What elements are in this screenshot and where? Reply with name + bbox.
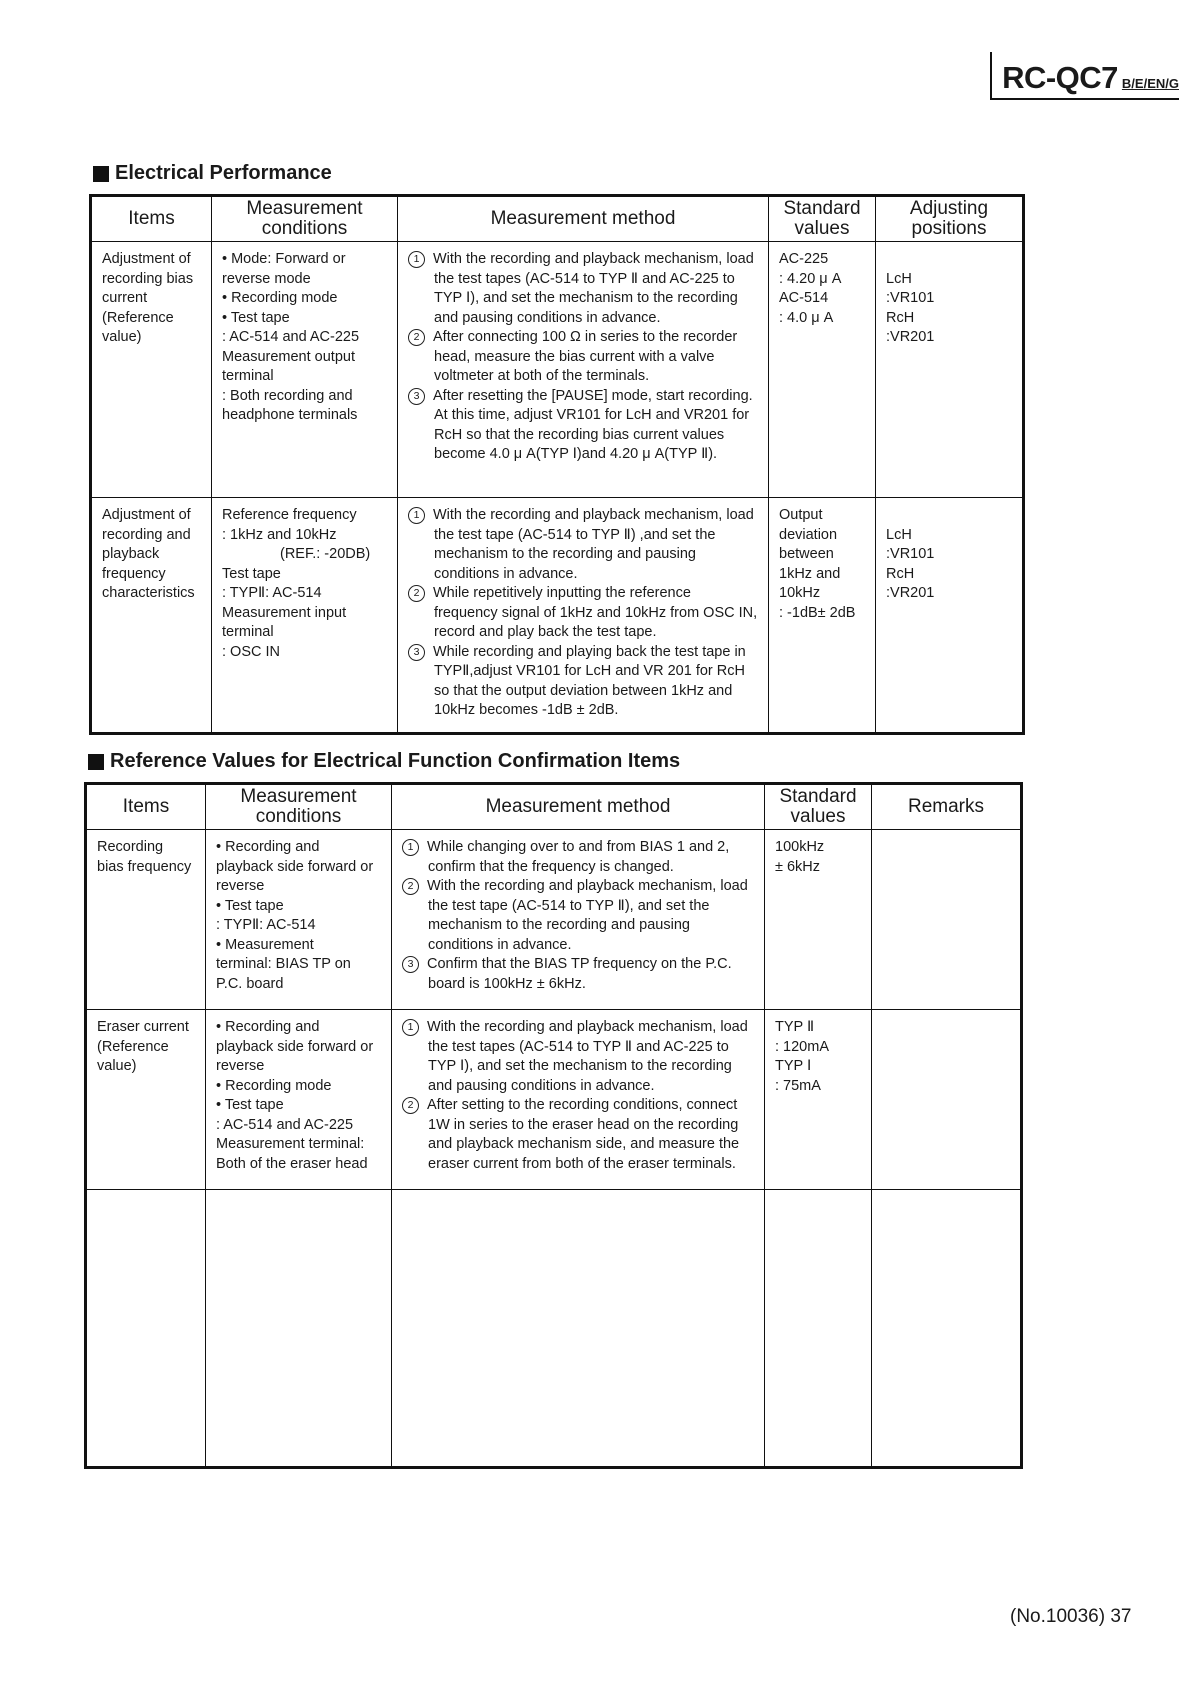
step-number-icon: 2	[402, 878, 419, 895]
step-number-icon: 1	[402, 1019, 419, 1036]
condition-line: reverse	[216, 1058, 265, 1074]
table-row	[91, 242, 1024, 498]
condition-line: terminal	[222, 624, 274, 640]
item-cell	[86, 1010, 206, 1190]
section-title-reference-values	[88, 750, 680, 773]
position-line: :VR201	[886, 329, 935, 345]
condition-line: playback side forward or	[216, 858, 374, 875]
step-text: While repetitively inputting the reference frequency signal of 1kHz and 10kHz from OSC IN, record and play back the test tape.	[433, 585, 758, 640]
step-text: With the recording and playback mechanism, load the test tapes (AC-514 to TYP Ⅱ and AC-225 to TYP Ⅰ), and set the mechanism to the recording and pausing conditions in advance.	[427, 1019, 748, 1094]
condition-line: • Recording and	[216, 1019, 320, 1035]
step-text: With the recording and playback mechanism, load the test tape (AC-514 to TYP Ⅱ), and set the mechanism to the recording and pausing conditions in advance.	[427, 878, 748, 953]
conditions-cell	[206, 1190, 392, 1468]
item-line: recording bias	[102, 270, 194, 287]
reference-values-table	[84, 782, 1023, 1469]
condition-line: P.C. board	[216, 975, 284, 992]
item-cell	[86, 830, 206, 1010]
method-step	[402, 1096, 754, 1174]
step-text: While changing over to and from BIAS 1 and 2, confirm that the frequency is changed.	[427, 839, 730, 875]
step-number-icon: 1	[408, 507, 425, 524]
standard-values-cell	[765, 830, 872, 1010]
table-row	[86, 1010, 1022, 1190]
condition-line: • Test tape	[222, 309, 290, 326]
page-footer: (No.10036) 37	[1010, 1606, 1132, 1627]
header-items: Items	[91, 196, 212, 242]
step-number-icon: 2	[402, 1097, 419, 1114]
step-number-icon: 1	[402, 839, 419, 856]
condition-line: Measurement terminal:	[216, 1136, 365, 1152]
header-adjusting-positions: Adjusting positions	[876, 196, 1024, 242]
step-number-icon: 3	[408, 388, 425, 405]
electrical-performance-table	[89, 194, 1025, 735]
method-step	[408, 643, 758, 721]
step-number-icon: 1	[408, 251, 425, 268]
standard-value-line: between	[779, 546, 834, 562]
header-items: Items	[86, 784, 206, 830]
method-cell	[392, 1010, 765, 1190]
condition-line: : AC-514 and AC-225	[222, 329, 360, 345]
method-step	[408, 250, 758, 328]
header-standard-values: Standard values	[765, 784, 872, 830]
step-text: After resetting the [PAUSE] mode, start recording. At this time, adjust VR101 for LcH and VR201 for RcH so that the recording bias current values become 4.0 μ A(TYP Ⅰ)and 4.20 μ A(TYP Ⅱ).	[433, 387, 753, 462]
section-title-text: Reference Values for Electrical Function Confirmation Items	[110, 750, 681, 772]
header-measurement-conditions: Measurement conditions	[206, 784, 392, 830]
model-header	[990, 52, 1179, 100]
method-step	[408, 328, 758, 387]
condition-line: : Both recording and	[222, 387, 353, 404]
position-line: RcH	[886, 309, 915, 326]
position-line: :VR101	[886, 290, 935, 306]
method-step	[408, 387, 758, 465]
standard-value-line: deviation	[779, 526, 838, 543]
step-text: After connecting 100 Ω in series to the recorder head, measure the bias current with a valve voltmeter at both of the terminals.	[433, 329, 738, 384]
header-measurement-method: Measurement method	[392, 784, 765, 830]
condition-line: : TYPⅡ: AC-514	[222, 585, 322, 601]
condition-line: • Measurement	[216, 936, 314, 953]
item-line: bias frequency	[97, 858, 192, 875]
item-line: value)	[97, 1058, 137, 1074]
step-text: Confirm that the BIAS TP frequency on the P.C. board is 100kHz ± 6kHz.	[427, 956, 732, 992]
conditions-cell	[212, 498, 398, 734]
standard-values-cell	[765, 1010, 872, 1190]
standard-value-line: TYP Ⅱ	[775, 1019, 815, 1035]
item-line: characteristics	[102, 585, 195, 601]
square-bullet-icon	[93, 166, 109, 182]
item-line: Recording	[97, 839, 164, 855]
method-cell	[398, 242, 769, 498]
standard-values-cell	[769, 242, 876, 498]
method-cell	[392, 830, 765, 1010]
condition-line: • Test tape	[216, 1097, 284, 1113]
condition-line: terminal	[222, 368, 274, 384]
standard-value-line: Output	[779, 507, 823, 523]
position-line: :VR201	[886, 585, 935, 601]
position-line: RcH	[886, 565, 915, 582]
condition-line: • Recording mode	[216, 1077, 332, 1094]
position-line	[886, 250, 1014, 270]
standard-value-line: AC-514	[779, 290, 829, 306]
item-cell	[86, 1190, 206, 1468]
step-text: With the recording and playback mechanism, load the test tapes (AC-514 to TYP Ⅱ and AC-225 to TYP Ⅰ), and set the mechanism to the recording and pausing conditions in advance.	[433, 251, 754, 326]
method-cell	[392, 1190, 765, 1468]
position-line: LcH	[886, 270, 912, 287]
standard-value-line: AC-225	[779, 251, 829, 267]
step-text: With the recording and playback mechanism, load the test tape (AC-514 to TYP Ⅱ) ,and set the mechanism to the recording and pausing conditions in advance.	[433, 507, 754, 582]
standard-values-cell	[765, 1190, 872, 1468]
condition-line: reverse mode	[222, 270, 311, 287]
item-line: frequency	[102, 565, 166, 582]
position-line: :VR101	[886, 546, 935, 562]
condition-line: : 1kHz and 10kHz	[222, 526, 337, 543]
header-measurement-method: Measurement method	[398, 196, 769, 242]
condition-line: • Test tape	[216, 897, 284, 914]
conditions-cell	[206, 830, 392, 1010]
item-cell	[91, 498, 212, 734]
condition-line: (REF.: -20DB)	[280, 546, 371, 562]
step-number-icon: 3	[408, 644, 425, 661]
condition-line: Reference frequency	[222, 507, 357, 523]
method-step	[402, 877, 754, 955]
adjusting-positions-cell	[876, 242, 1024, 498]
method-cell	[398, 498, 769, 734]
conditions-cell	[206, 1010, 392, 1190]
position-line	[886, 506, 1014, 526]
method-step	[402, 838, 754, 877]
condition-line: reverse	[216, 878, 265, 894]
item-line: Eraser current	[97, 1019, 189, 1035]
standard-value-line: TYP Ⅰ	[775, 1058, 812, 1074]
standard-value-line: : 120mA	[775, 1038, 829, 1055]
remarks-cell	[872, 1010, 1022, 1190]
step-text: After setting to the recording conditions, connect 1W in series to the eraser head on the recording and playback mechanism side, and measure the eraser current from both of the eraser terminals.	[427, 1097, 740, 1172]
header-standard-values: Standard values	[769, 196, 876, 242]
standard-value-line: 10kHz	[779, 585, 821, 601]
standard-value-line: : -1dB± 2dB	[779, 604, 856, 621]
condition-line: Measurement output	[222, 348, 355, 365]
item-line: Adjustment of	[102, 251, 191, 267]
condition-line: headphone terminals	[222, 407, 358, 423]
table-row	[86, 1190, 1022, 1468]
condition-line: : AC-514 and AC-225	[216, 1116, 354, 1133]
method-step	[402, 955, 754, 994]
item-line: (Reference	[102, 309, 174, 326]
condition-line: playback side forward or	[216, 1038, 374, 1055]
condition-line: • Mode: Forward or	[222, 251, 346, 267]
condition-line: • Recording and	[216, 839, 320, 855]
method-step	[408, 506, 758, 584]
step-text: While recording and playing back the test tape in TYPⅡ,adjust VR101 for LcH and VR 201 for RcH so that the output deviation between 1kHz and 10kHz becomes -1dB ± 2dB.	[433, 643, 746, 718]
step-number-icon: 2	[408, 329, 425, 346]
model-variant: B/E/EN/G	[1121, 76, 1179, 91]
standard-value-line: : 75mA	[775, 1077, 821, 1094]
standard-value-line: : 4.20 μ A	[779, 270, 842, 287]
square-bullet-icon	[88, 754, 104, 770]
header-measurement-conditions: Measurement conditions	[212, 196, 398, 242]
remarks-cell	[872, 1190, 1022, 1468]
section-title-electrical-performance	[93, 162, 332, 185]
adjusting-positions-cell	[876, 498, 1024, 734]
position-line: LcH	[886, 526, 912, 543]
item-line: value)	[102, 329, 142, 345]
step-number-icon: 3	[402, 956, 419, 973]
conditions-cell	[212, 242, 398, 498]
remarks-cell	[872, 830, 1022, 1010]
item-line: Adjustment of	[102, 507, 191, 523]
standard-values-cell	[769, 498, 876, 734]
section-title-text: Electrical Performance	[115, 162, 332, 184]
standard-value-line: ± 6kHz	[775, 858, 821, 875]
model-number: RC-QC7	[1002, 60, 1118, 95]
method-step	[402, 1018, 754, 1096]
header-remarks: Remarks	[872, 784, 1022, 830]
condition-line: Test tape	[222, 565, 281, 582]
item-line: (Reference	[97, 1038, 169, 1055]
condition-line: : TYPⅡ: AC-514	[216, 917, 316, 933]
standard-value-line: : 4.0 μ A	[779, 309, 834, 326]
item-cell	[91, 242, 212, 498]
condition-line: : OSC IN	[222, 643, 281, 660]
item-line: playback	[102, 546, 160, 562]
step-number-icon: 2	[408, 585, 425, 602]
condition-line: • Recording mode	[222, 290, 338, 306]
table-row	[86, 830, 1022, 1010]
condition-line: Both of the eraser head	[216, 1155, 368, 1172]
table-row	[91, 498, 1024, 734]
method-step	[408, 584, 758, 643]
item-line: current	[102, 290, 148, 306]
standard-value-line: 1kHz and	[779, 565, 841, 582]
condition-line: Measurement input	[222, 604, 347, 621]
item-line: recording and	[102, 526, 191, 543]
standard-value-line: 100kHz	[775, 839, 825, 855]
condition-line: terminal: BIAS TP on	[216, 956, 351, 972]
